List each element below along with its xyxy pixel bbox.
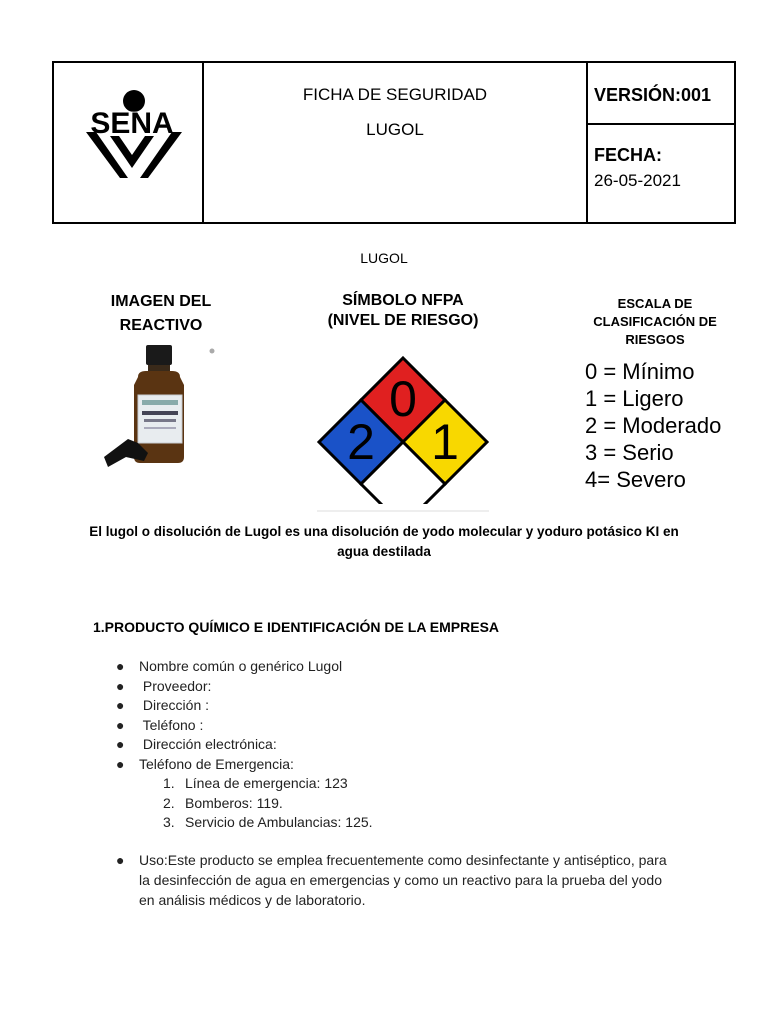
nfpa-diamond	[317, 356, 489, 512]
scale-item: 0 = Mínimo	[585, 359, 695, 384]
emergency-item: 3. Servicio de Ambulancias: 125.	[163, 814, 373, 830]
list-item: ● Teléfono de Emergencia: 1. Línea de emergencia: 123 2. Bomberos: 119. 3. Servicio de Ambulancias: 125.	[116, 755, 373, 833]
version-cell	[588, 63, 734, 125]
nfpa-health: 2	[347, 414, 375, 470]
list-item: ● Dirección electrónica:	[116, 736, 277, 752]
nfpa-flammability: 0	[389, 371, 417, 427]
emergency-item: 2. Bomberos: 119.	[163, 794, 283, 811]
doc-title: FICHA DE SEGURIDAD	[302, 85, 488, 104]
symbol-heading: SÍMBOLO NFPA (NIVEL DE RIESGO)	[327, 292, 479, 329]
scale-item: 3 = Serio	[585, 440, 674, 465]
reagent-bottle-image	[104, 345, 216, 469]
list-item: ● Nombre común o genérico Lugol	[116, 658, 343, 674]
scale-heading: ESCALA DE CLASIFICACIÓN DE RIESGOS	[593, 296, 717, 347]
list-item: ● Dirección :	[116, 697, 210, 713]
risk-scale-list	[585, 358, 721, 493]
date-value: 26-05-2021	[594, 171, 681, 190]
title-cell	[204, 63, 588, 222]
scale-item: 2 = Moderado	[585, 413, 722, 438]
header-table	[52, 61, 736, 224]
subtitle: LUGOL	[360, 250, 408, 266]
version-label: VERSIÓN:001	[594, 85, 712, 105]
section-1-title: 1.PRODUCTO QUÍMICO E IDENTIFICACIÓN DE LA EMPRESA	[93, 619, 500, 635]
nfpa-reactivity: 1	[431, 414, 459, 470]
scale-item: 1 = Ligero	[585, 386, 684, 411]
logo-cell	[54, 63, 204, 222]
list-item: ● Proveedor:	[116, 677, 212, 694]
doc-product: LUGOL	[366, 120, 424, 139]
emergency-list	[163, 774, 373, 833]
sena-logo	[74, 88, 194, 183]
description: El lugol o disolución de Lugol es una disolución de yodo molecular y yoduro potásico KI en agua destilada	[89, 524, 679, 559]
image-heading: IMAGEN DEL REACTIVO	[110, 293, 212, 334]
date-label: FECHA:	[594, 145, 662, 165]
uso-paragraph: ● Uso:Este producto se emplea frecuentemente como desinfectante y antiséptico, para la desinfección de agua en emergencias y como un reactivo para la prueba del yodo en análisis médicos y de laboratorio.	[116, 852, 667, 908]
date-cell	[588, 125, 734, 222]
identification-list	[116, 657, 373, 833]
logo-text: SENA	[90, 107, 174, 140]
emergency-item: 1. Línea de emergencia: 123	[163, 775, 348, 791]
list-item: ● Teléfono :	[116, 716, 204, 733]
scale-item: 4= Severo	[585, 467, 686, 492]
